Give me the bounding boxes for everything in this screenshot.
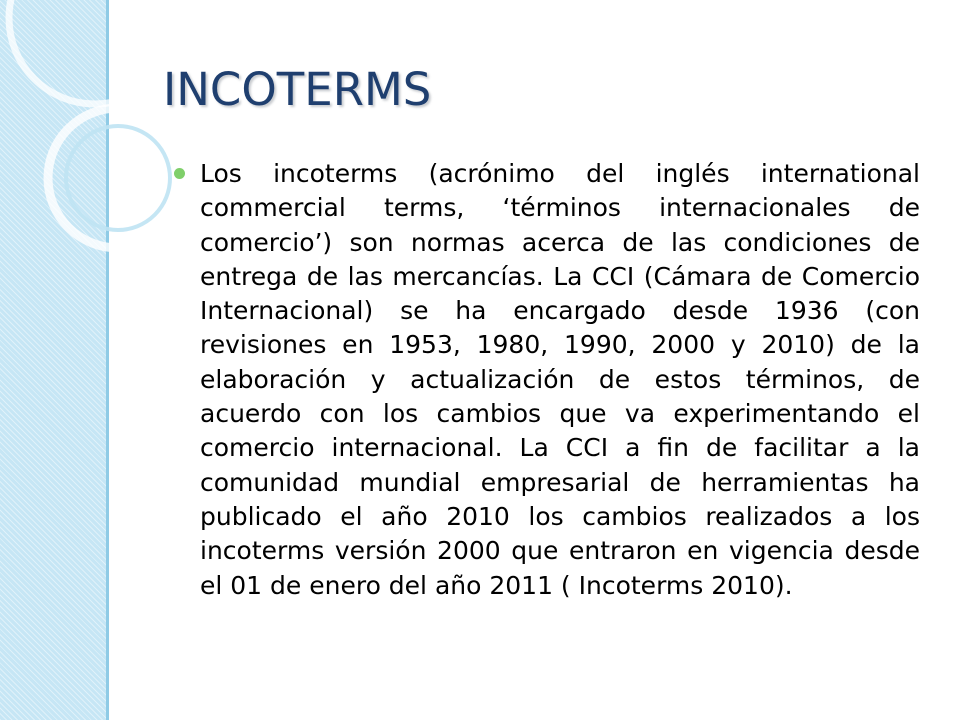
bullet-text: Los incoterms (acrónimo del inglés international commercial terms, ‘términos internacionales de comercio’) son normas acerca de las condiciones de entrega de las mercancías. La CCI (Cámara de Comercio Internacional) se ha encargado desde 1936 (con revisiones en 1953, 1980, 1990, 2000 y 2010) de la elaboración y actualización de estos términos, de acuerdo con los cambios que va experimentando el comercio internacional. La CCI a fin de facilitar a la comunidad mundial empresarial de herramientas ha publicado el año 2010 los cambios realizados a los incoterms versión 2000 que entraron en vigencia desde el 01 de enero del año 2011 ( Incoterms 2010). <box>200 159 920 600</box>
decorative-ring-large <box>9 0 181 104</box>
bullet-dot-icon <box>174 168 185 179</box>
bullet-item <box>160 157 920 603</box>
slide-title: INCOTERMS <box>163 63 432 116</box>
decorative-ring-small-inner <box>66 126 170 230</box>
bullet-list <box>160 157 920 603</box>
